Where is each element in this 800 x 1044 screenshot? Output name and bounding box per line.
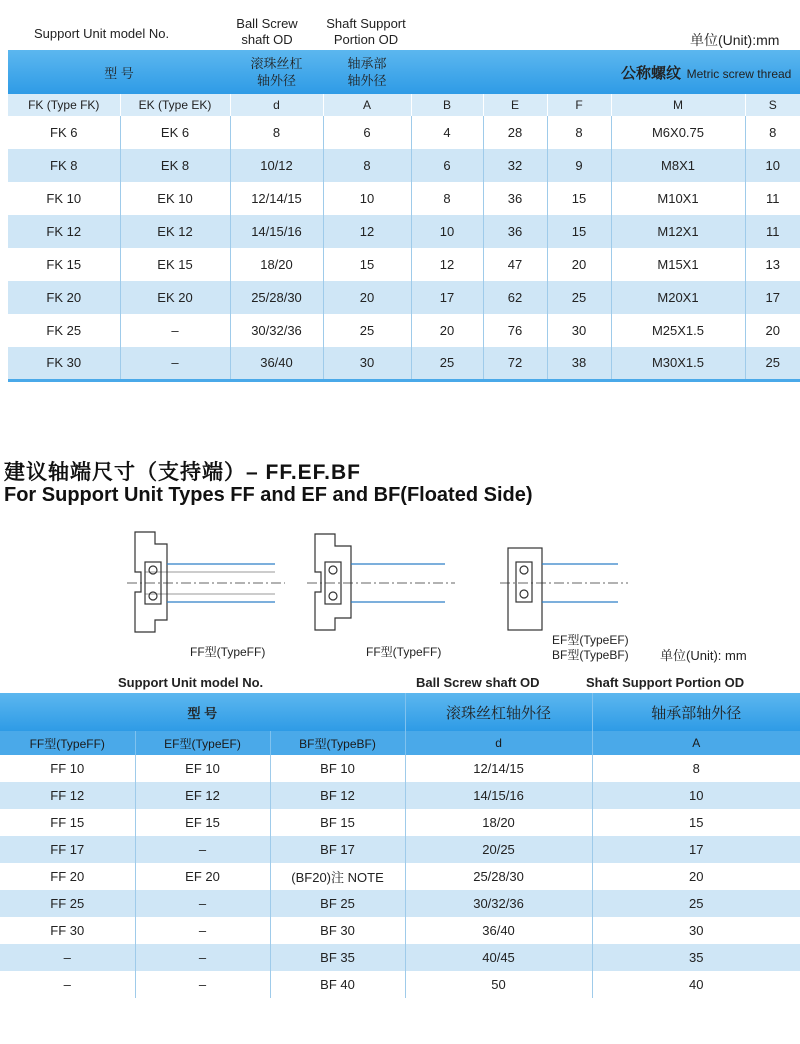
table-cell: 14/15/16 xyxy=(405,782,592,809)
table-cell: 9 xyxy=(547,149,611,182)
table-cell: 35 xyxy=(689,950,704,965)
table-cell: 25/28/30 xyxy=(405,863,592,890)
table-cell: 25 xyxy=(547,281,611,314)
table-cell: FK 12 xyxy=(8,215,120,248)
diagram-label-ff-1: FF型(TypeFF) xyxy=(190,645,266,659)
table-cell: FF 30 xyxy=(0,917,135,944)
table-cell: FF 25 xyxy=(0,890,135,917)
table-cell: BF 12 xyxy=(270,782,405,809)
table1-header-metric-en: Metric screw thread xyxy=(686,66,792,81)
table-cell: M30X1.5 xyxy=(611,347,745,380)
table-cell: EK 12 xyxy=(120,215,230,248)
table-cell: FF 10 xyxy=(0,755,135,782)
table1-header-blank xyxy=(411,50,611,94)
table2-subheader-cell: EF型(TypeEF) xyxy=(135,731,270,755)
table1-header-bearing xyxy=(323,50,411,94)
table-cell: EF 20 xyxy=(135,863,270,890)
table-cell: 72 xyxy=(483,347,547,380)
table-cell: 36/40 xyxy=(230,347,323,380)
table-row xyxy=(8,116,800,149)
table-cell: FK 20 xyxy=(8,281,120,314)
table-cell: 40 xyxy=(689,977,704,992)
table-cell: M6X0.75 xyxy=(611,116,745,149)
table-cell: 10/12 xyxy=(230,149,323,182)
table-cell: M12X1 xyxy=(611,215,745,248)
table-cell: 30/32/36 xyxy=(230,314,323,347)
table-cell: 30 xyxy=(547,314,611,347)
table-cell: BF 17 xyxy=(270,836,405,863)
table-cell: – xyxy=(0,944,135,971)
table-cell: 13 xyxy=(745,248,800,281)
table-cell: FK 30 xyxy=(8,347,120,380)
table-cell: EK 20 xyxy=(120,281,230,314)
table-cell: 8 xyxy=(692,761,700,776)
table-cell: 15 xyxy=(547,215,611,248)
table-cell: 20/25 xyxy=(405,836,592,863)
table-cell: EK 6 xyxy=(120,116,230,149)
table-cell: 40/45 xyxy=(405,944,592,971)
table-cell: 50 xyxy=(405,971,592,998)
table-cell: 38 xyxy=(547,347,611,380)
table1-subheader-cell: M xyxy=(611,94,745,116)
table2-subheader-cell: BF型(TypeBF) xyxy=(270,731,405,755)
table1-subheader-cell: EK (Type EK) xyxy=(120,94,230,116)
table-row xyxy=(8,182,800,215)
table-cell: – xyxy=(135,944,270,971)
table-cell: 8 xyxy=(323,149,411,182)
table-cell: – xyxy=(135,836,270,863)
support-unit-diagram-ff-2 xyxy=(305,522,465,642)
table1-subheader-row xyxy=(8,94,800,116)
table-cell: FK 10 xyxy=(8,182,120,215)
table-cell: BF 25 xyxy=(270,890,405,917)
table-cell: 14/15/16 xyxy=(230,215,323,248)
table-row xyxy=(0,917,800,944)
table2-header-bearing: 轴承部轴外径 xyxy=(592,693,800,731)
table2-ball-caption: Ball Screw shaft OD xyxy=(416,675,540,690)
table-cell: 36 xyxy=(483,182,547,215)
table1-ballscrew-caption-line1: Ball Screw xyxy=(236,16,298,31)
support-unit-table-ff-ef-bf xyxy=(0,693,800,998)
table-cell: FK 15 xyxy=(8,248,120,281)
table-cell: 18/20 xyxy=(405,809,592,836)
table1-model-caption: Support Unit model No. xyxy=(34,26,170,41)
support-unit-table-fk-ek xyxy=(8,50,800,382)
table-cell: 36 xyxy=(483,215,547,248)
table1-header-metric-cn: 公称螺纹 xyxy=(621,64,682,82)
table-row xyxy=(8,215,800,248)
table-cell: 20 xyxy=(547,248,611,281)
table-cell: 8 xyxy=(411,182,483,215)
table1-ballscrew-caption xyxy=(226,16,308,48)
table1-header-ballscrew xyxy=(230,50,323,94)
table2-header-ball: 滚珠丝杠轴外径 xyxy=(405,693,592,731)
table-cell: 12/14/15 xyxy=(405,755,592,782)
table-cell: 25 xyxy=(745,347,800,380)
table1-subheader-cell: FK (Type FK) xyxy=(8,94,120,116)
table1-subheader-cell: E xyxy=(483,94,547,116)
table-cell: 18/20 xyxy=(230,248,323,281)
table1-shaftsupport-caption-line2: Portion OD xyxy=(333,32,399,47)
table-cell: FF 12 xyxy=(0,782,135,809)
diagram-label-ff-2: FF型(TypeFF) xyxy=(366,645,442,659)
table1-subheader-cell: F xyxy=(547,94,611,116)
table-cell: 30 xyxy=(323,347,411,380)
table-row xyxy=(0,863,800,890)
table-cell: 11 xyxy=(745,215,800,248)
table2-header-model: 型 号 xyxy=(0,693,405,731)
table-cell: 47 xyxy=(483,248,547,281)
table-cell: 20 xyxy=(689,869,704,884)
table-cell: FF 17 xyxy=(0,836,135,863)
table-cell: 20 xyxy=(411,314,483,347)
table-cell: 8 xyxy=(547,116,611,149)
table-cell: FK 6 xyxy=(8,116,120,149)
table1-header-ballscrew-line1: 滚珠丝杠 xyxy=(250,56,303,71)
table-cell: 28 xyxy=(483,116,547,149)
table-cell: 15 xyxy=(547,182,611,215)
table-cell: 30/32/36 xyxy=(405,890,592,917)
table-cell: 76 xyxy=(483,314,547,347)
table-cell: BF 40 xyxy=(270,971,405,998)
table-cell: M8X1 xyxy=(611,149,745,182)
table2-subheader-cell: d xyxy=(405,731,592,755)
table-cell: EK 15 xyxy=(120,248,230,281)
table-cell: EF 15 xyxy=(135,809,270,836)
table2-header-row xyxy=(0,693,800,731)
table-cell: 12 xyxy=(411,248,483,281)
table-cell: FK 8 xyxy=(8,149,120,182)
table1-shaftsupport-caption xyxy=(316,16,416,48)
table-cell: BF 30 xyxy=(270,917,405,944)
table1-subheader-cell: S xyxy=(745,94,800,116)
table-cell: – xyxy=(135,971,270,998)
table-cell: 17 xyxy=(411,281,483,314)
support-unit-diagram-ef-bf xyxy=(498,540,658,640)
table-cell: 11 xyxy=(745,182,800,215)
table-row xyxy=(0,782,800,809)
table-cell: EK 8 xyxy=(120,149,230,182)
table-cell: 8 xyxy=(745,116,800,149)
table1-header-model: 型 号 xyxy=(8,50,230,94)
table-cell: BF 10 xyxy=(270,755,405,782)
diagram-label-ef: EF型(TypeEF) xyxy=(552,633,629,647)
table-cell: 6 xyxy=(323,116,411,149)
table-cell: 36/40 xyxy=(405,917,592,944)
table1-header-ballscrew-line2: 轴外径 xyxy=(256,73,296,88)
table1-shaftsupport-caption-line1: Shaft Support xyxy=(326,16,406,31)
table-cell: 25 xyxy=(689,896,704,911)
table2-model-caption: Support Unit model No. xyxy=(118,675,264,690)
table-cell: EF 10 xyxy=(135,755,270,782)
table-cell: 6 xyxy=(411,149,483,182)
table-cell: – xyxy=(135,917,270,944)
table-cell: 8 xyxy=(230,116,323,149)
table-row xyxy=(8,314,800,347)
table-cell: M25X1.5 xyxy=(611,314,745,347)
table-cell: 30 xyxy=(689,923,704,938)
table-cell: FF 20 xyxy=(0,863,135,890)
table-row xyxy=(8,281,800,314)
table-cell: EK 10 xyxy=(120,182,230,215)
section2-title-cn: 建议轴端尺寸（支持端）– FF.EF.BF xyxy=(4,461,362,484)
table1-ballscrew-caption-line2: shaft OD xyxy=(241,32,293,47)
table-cell: 12 xyxy=(323,215,411,248)
table-cell: 10 xyxy=(411,215,483,248)
table-cell: 10 xyxy=(745,149,800,182)
table2-subheader-cell: FF型(TypeFF) xyxy=(0,731,135,755)
table-cell: FF 15 xyxy=(0,809,135,836)
table2-unit-caption: 单位(Unit): mm xyxy=(660,648,747,663)
table1-subheader-cell: d xyxy=(230,94,323,116)
table-row xyxy=(8,149,800,182)
table-cell: 17 xyxy=(745,281,800,314)
table-cell: 15 xyxy=(689,815,704,830)
table1-header-row xyxy=(8,50,800,94)
table1-header-metric xyxy=(611,50,800,94)
table-cell: – xyxy=(120,314,230,347)
table-cell: FK 25 xyxy=(8,314,120,347)
table-cell: 20 xyxy=(745,314,800,347)
diagram-label-bf: BF型(TypeBF) xyxy=(552,648,629,662)
table2-shaft-caption: Shaft Support Portion OD xyxy=(586,675,745,690)
table-cell: 15 xyxy=(323,248,411,281)
table1-unit-caption: 单位(Unit):mm xyxy=(690,32,780,48)
table-cell: 17 xyxy=(689,842,704,857)
table-cell: 4 xyxy=(411,116,483,149)
table2-subheader-row xyxy=(0,731,800,755)
table-cell: M20X1 xyxy=(611,281,745,314)
table-row xyxy=(0,971,800,998)
table2-subheader-cell: A xyxy=(592,731,800,755)
table-cell: – xyxy=(120,347,230,380)
table-row xyxy=(0,836,800,863)
table1-header-bearing-line2: 轴外径 xyxy=(347,73,387,88)
table-cell: (BF20)注 NOTE xyxy=(270,863,405,890)
table-cell: M10X1 xyxy=(611,182,745,215)
table-cell: 12/14/15 xyxy=(230,182,323,215)
table-cell: BF 35 xyxy=(270,944,405,971)
section2-title-en: For Support Unit Types FF and EF and BF(Floated Side) xyxy=(4,484,533,506)
table-cell: 32 xyxy=(483,149,547,182)
table-cell: – xyxy=(135,890,270,917)
table1-header-bearing-line1: 轴承部 xyxy=(347,56,387,71)
table-cell: EF 12 xyxy=(135,782,270,809)
table-row xyxy=(0,809,800,836)
table-cell: BF 15 xyxy=(270,809,405,836)
table-row xyxy=(0,890,800,917)
table-cell: 25 xyxy=(411,347,483,380)
table-cell: M15X1 xyxy=(611,248,745,281)
table-cell: 62 xyxy=(483,281,547,314)
table1-subheader-cell: B xyxy=(411,94,483,116)
table1-subheader-cell: A xyxy=(323,94,411,116)
table-row xyxy=(8,347,800,380)
table-cell: 10 xyxy=(323,182,411,215)
table-row xyxy=(0,755,800,782)
table-cell: – xyxy=(0,971,135,998)
table-row xyxy=(8,248,800,281)
table-cell: 25 xyxy=(323,314,411,347)
table-cell: 25/28/30 xyxy=(230,281,323,314)
table-row xyxy=(0,944,800,971)
table-cell: 20 xyxy=(323,281,411,314)
table-cell: 10 xyxy=(689,788,704,803)
